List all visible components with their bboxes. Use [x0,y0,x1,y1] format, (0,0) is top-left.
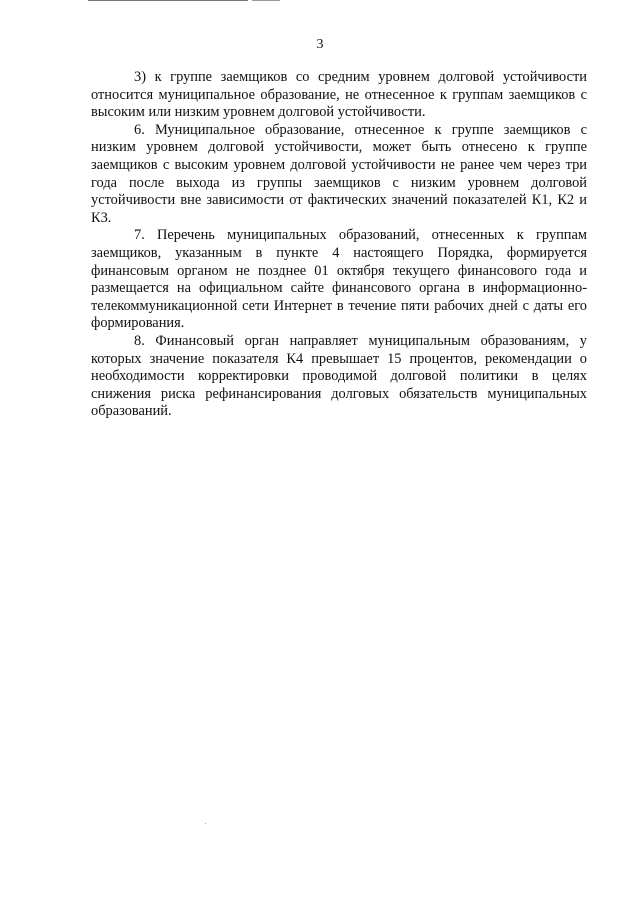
scan-speck [205,823,206,824]
page-number: 3 [316,37,324,52]
paragraph-item-3: 3) к группе заемщиков со средним уровнем долговой устойчивости относится муниципальное образование, не отнесенное к группам заемщиков с высоким или низким уровнем долговой устойчивости. [91,69,587,121]
document-body [91,69,587,421]
paragraph-section-6: 6. Муниципальное образование, отнесенное к группе заемщиков с низким уровнем долговой устойчивости, может быть отнесено к группе заемщиков с высоким уровнем долговой устойчивости не ранее чем через три года после выхода из группы заемщиков с низким уровнем долговой устойчивости вне зависимости от фактических значений показателей К1, К2 и К3. [91,121,587,226]
top-edge-rule [88,0,248,1]
paragraph-section-7: 7. Перечень муниципальных образований, отнесенных к группам заемщиков, указанным в пункте 4 настоящего Порядка, формируется финансовым органом не позднее 01 октября текущего финансового года и размещается на официальном сайте финансового органа в информационно-телекоммуникационной сети Интернет в течение пяти рабочих дней с даты его формирования. [91,227,587,332]
top-edge-rule-fragment [252,0,280,1]
paragraph-section-8: 8. Финансовый орган направляет муниципальным образованиям, у которых значение показателя К4 превышает 15 процентов, рекомендации о необходимости корректировки проводимой долговой политики в целях снижения риска рефинансирования долговых обязательств муниципальных образований. [91,332,587,420]
